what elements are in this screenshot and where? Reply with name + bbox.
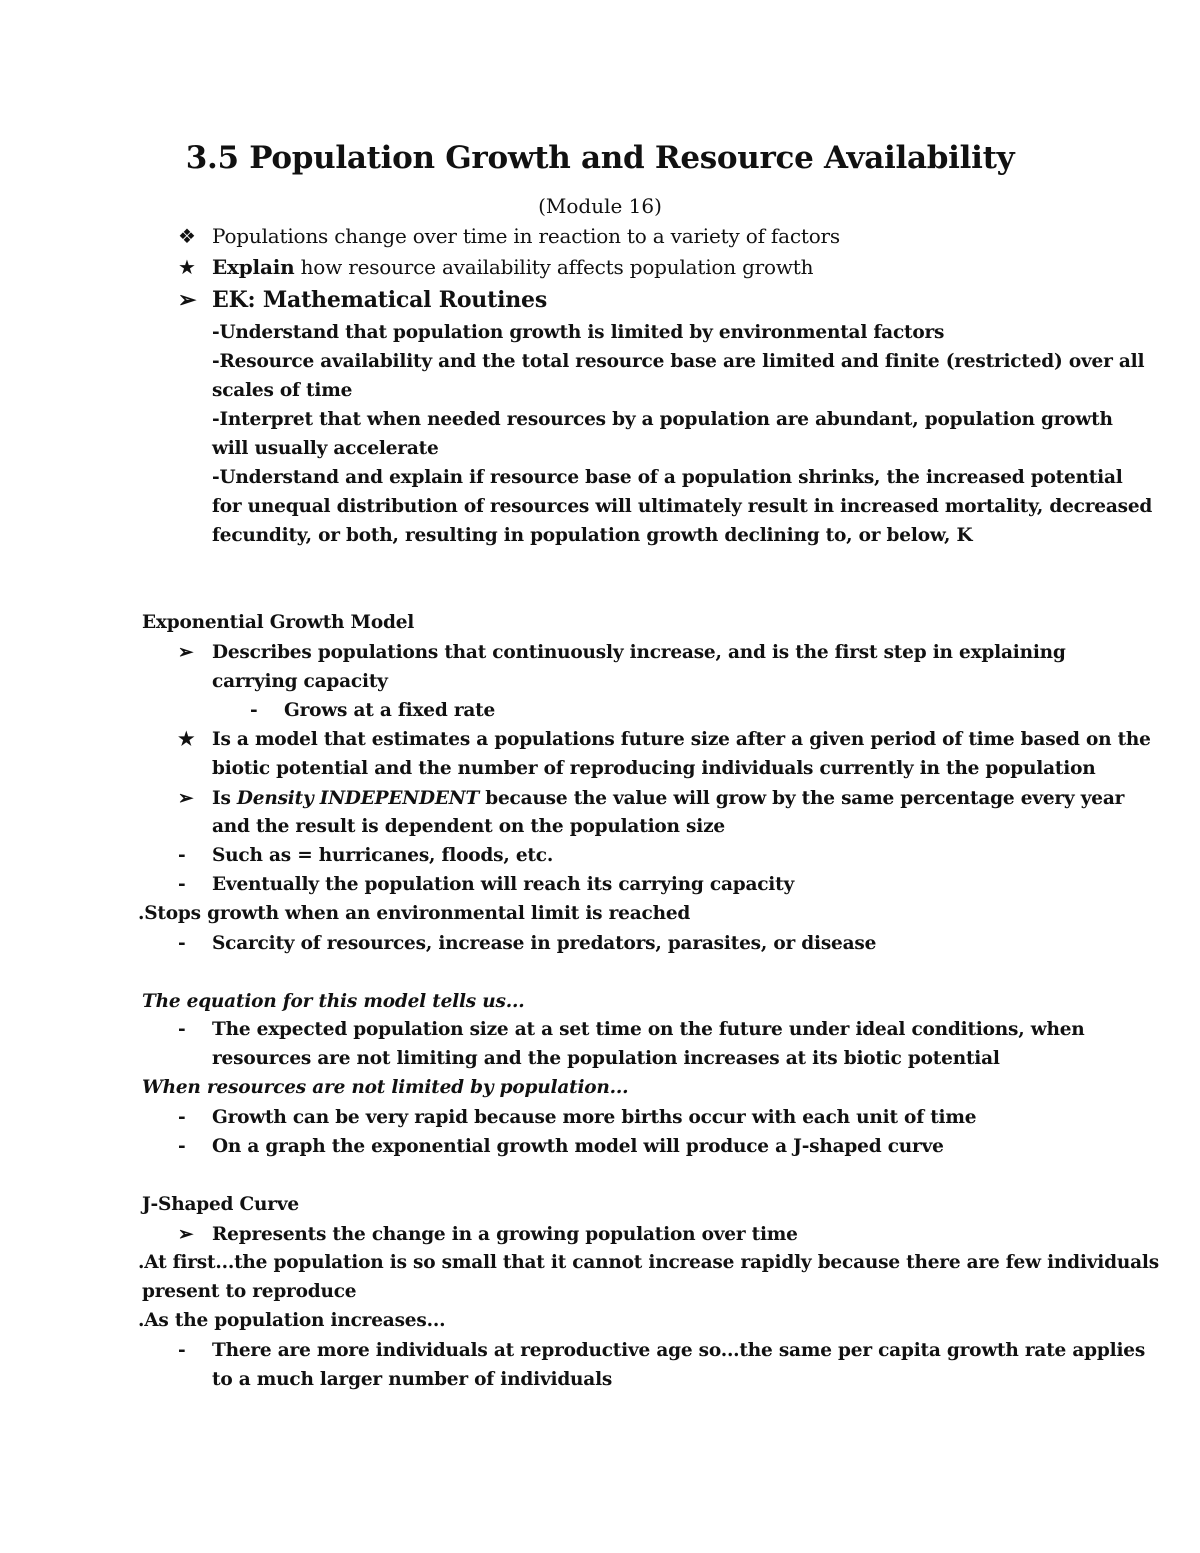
page-subtitle: (Module 16) (538, 194, 662, 218)
ek-line: fecundity, or both, resulting in population growth declining to, or below, K (212, 525, 973, 546)
ek-line: scales of time (212, 380, 353, 401)
dash-bullet-icon: - (178, 1340, 186, 1361)
when-heading: When resources are not limited by population... (142, 1077, 629, 1098)
arrow-bullet-icon: ➢ (178, 788, 194, 809)
represents-bullet: ➢ Represents the change in a growing population over time (178, 1221, 798, 1249)
ek-line: for unequal distribution of resources will ultimately result in increased mortality, decreased (212, 496, 1153, 517)
density-independent-emphasis: Density INDEPENDENT (236, 788, 480, 809)
ek-line: -Resource availability and the total resource base are limited and finite (restricted) over all (212, 351, 1145, 372)
ek-heading-bullet (178, 286, 547, 314)
objective-text: how resource availability affects population growth (294, 255, 814, 279)
objective-bullet (178, 253, 813, 281)
ek-line: will usually accelerate (212, 438, 439, 459)
model-bullet: ★ Is a model that estimates a populations future size after a given period of time based on the (178, 726, 1151, 754)
such-as-bullet: - Such as = hurricanes, floods, etc. (178, 842, 553, 870)
equation-heading: The equation for this model tells us... (142, 991, 525, 1012)
at-first-continuation: present to reproduce (142, 1281, 357, 1302)
describes-bullet: ➢ Describes populations that continuously increase, and is the first step in explaining (178, 639, 1066, 667)
dash-bullet-icon: - (178, 1019, 186, 1040)
dash-bullet-icon: - (178, 845, 186, 866)
eventually-bullet: - Eventually the population will reach its carrying capacity (178, 871, 794, 899)
arrow-bullet-icon: ➢ (178, 1224, 194, 1245)
topic-text: Populations change over time in reaction to a variety of factors (212, 224, 840, 248)
expected-continuation: resources are not limiting and the population increases at its biotic potential (212, 1048, 1000, 1069)
ek-line: -Understand that population growth is limited by environmental factors (212, 322, 945, 343)
objective-bold: Explain (212, 255, 295, 279)
dash-bullet-icon: - (178, 1107, 186, 1128)
more-individuals-continuation: to a much larger number of individuals (212, 1369, 613, 1390)
rapid-bullet: - Growth can be very rapid because more births occur with each unit of time (178, 1104, 976, 1132)
exponential-heading: Exponential Growth Model (142, 612, 415, 633)
density-bullet: ➢ Is Density INDEPENDENT because the value will grow by the same percentage every year (178, 785, 1124, 813)
dash-bullet-icon: - (178, 874, 186, 895)
arrow-bullet-icon: ➢ (178, 287, 197, 313)
jcurve-heading: J-Shaped Curve (142, 1194, 299, 1215)
at-first-line: .At first...the population is so small that it cannot increase rapidly because there are few individuals (138, 1252, 1159, 1273)
ek-line: -Understand and explain if resource base of a population shrinks, the increased potential (212, 467, 1123, 488)
ek-heading: EK: Mathematical Routines (212, 287, 548, 313)
star-bullet-icon: ★ (178, 255, 196, 279)
graph-bullet: - On a graph the exponential growth model will produce a J-shaped curve (178, 1133, 944, 1161)
dash-bullet-icon: - (178, 1136, 186, 1157)
scarcity-bullet: - Scarcity of resources, increase in predators, parasites, or disease (178, 930, 876, 958)
ek-line: -Interpret that when needed resources by a population are abundant, population growth (212, 409, 1113, 430)
dash-bullet-icon: - (250, 700, 258, 721)
arrow-bullet-icon: ➢ (178, 642, 194, 663)
as-increases-line: .As the population increases... (138, 1310, 446, 1331)
stops-line: .Stops growth when an environmental limit is reached (138, 903, 691, 924)
describes-continuation: carrying capacity (212, 671, 388, 692)
topic-bullet (178, 222, 840, 250)
density-continuation: and the result is dependent on the population size (212, 816, 725, 837)
dash-bullet-icon: - (178, 933, 186, 954)
star-bullet-icon: ★ (178, 729, 195, 750)
expected-bullet: - The expected population size at a set time on the future under ideal conditions, when (178, 1016, 1085, 1044)
diamond-bullet-icon: ❖ (178, 224, 196, 248)
fixed-rate-bullet: - Grows at a fixed rate (250, 697, 495, 725)
model-continuation: biotic potential and the number of reproducing individuals currently in the population (212, 758, 1096, 779)
page-title: 3.5 Population Growth and Resource Availability (185, 140, 1015, 176)
more-individuals-bullet: - There are more individuals at reproductive age so...the same per capita growth rate applies (178, 1337, 1145, 1365)
